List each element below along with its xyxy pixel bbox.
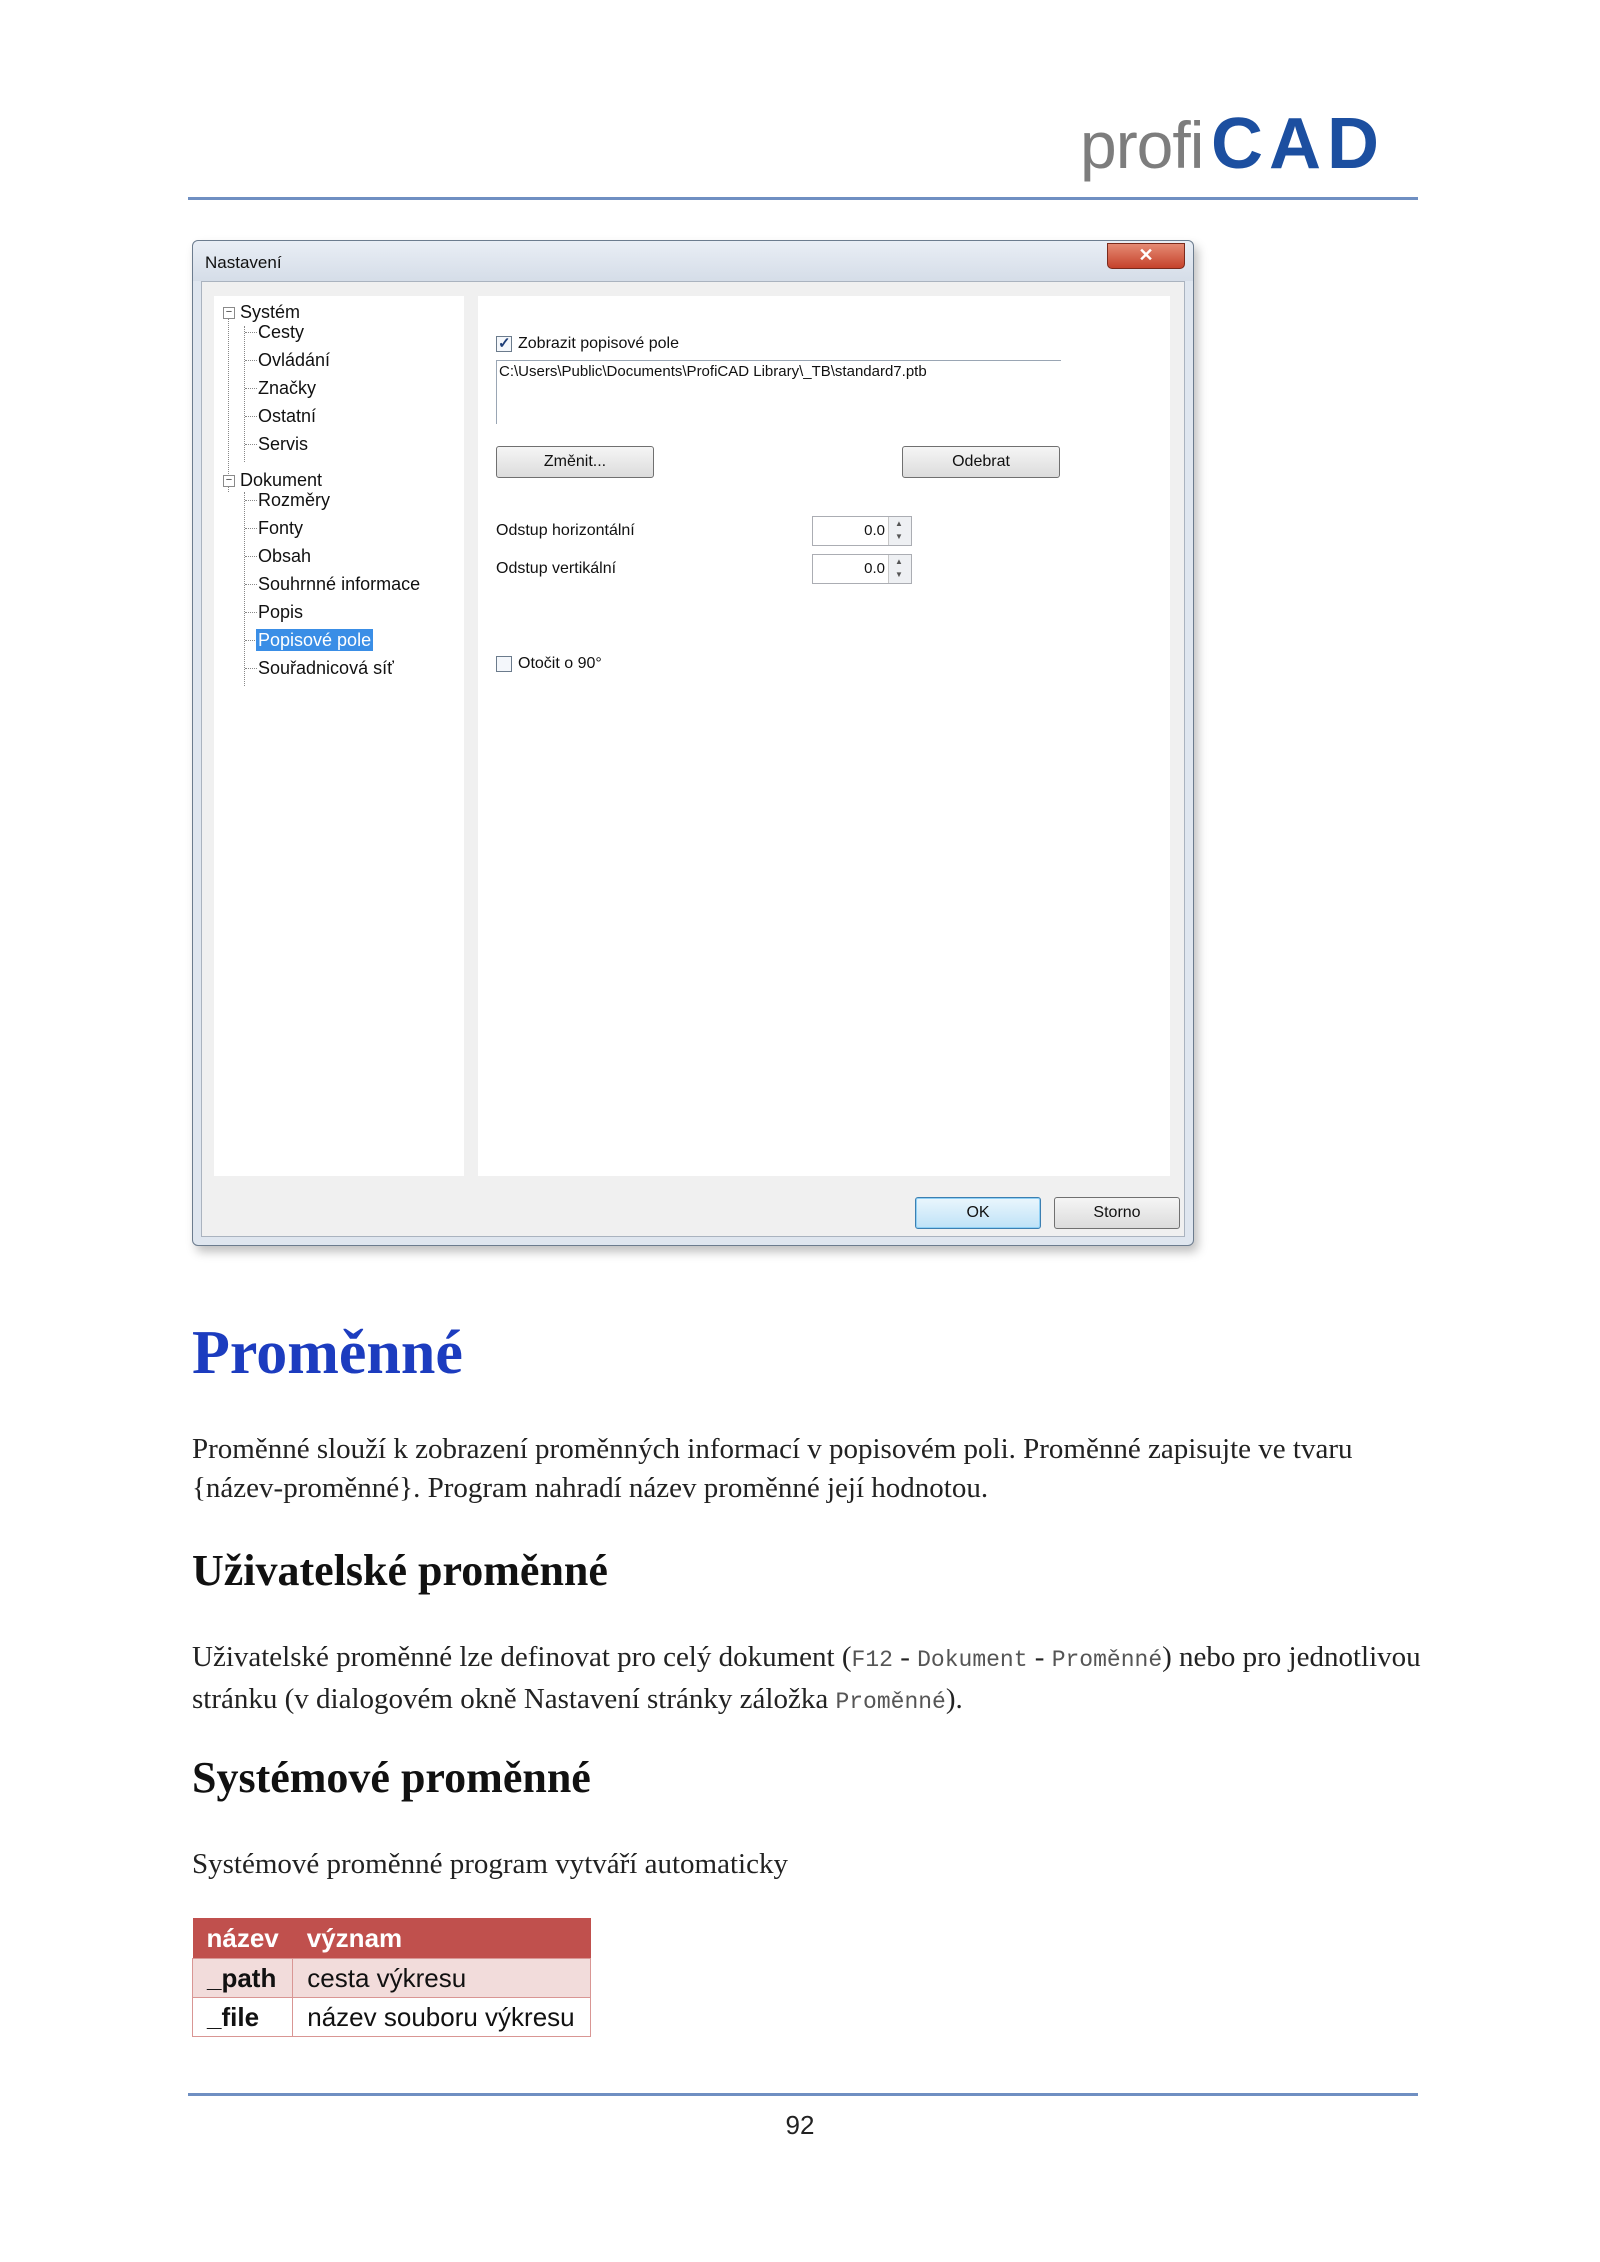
tree-connector [245,388,257,389]
tree-connector [245,584,257,585]
tree-item-cesty[interactable]: Cesty [258,322,305,342]
header-rule [188,197,1418,200]
tree-item-ovladani[interactable]: Ovládání [258,350,331,370]
show-title-block-checkbox[interactable] [496,336,512,352]
tree-item-servis[interactable]: Servis [258,434,309,454]
heading-user-variables: Uživatelské proměnné [192,1546,608,1595]
intro-paragraph: Proměnné slouží k zobrazení proměnných informací v popisovém poli. Proměnné zapisujte ve tvaru {název-proměnné}. Program nahradí název proměnné její hodnotou. [192,1433,1353,1504]
offset-horizontal-spinner[interactable] [812,516,912,546]
tree-connector [245,332,257,333]
spin-arrows-icon[interactable]: ▲ ▼ [888,517,911,545]
page-number: 92 [785,2110,815,2140]
settings-panel [478,296,1170,1176]
tree-line [244,326,245,462]
variable-name-cell: _file [193,1998,293,2037]
tree-connector [245,668,257,669]
show-title-block-label: Zobrazit popisové pole [518,335,679,352]
system-variables-table [192,1918,591,2037]
tree-item-document[interactable]: Dokument [240,470,323,490]
text-run: - [1027,1641,1052,1673]
tree-connector [245,360,257,361]
section-heading-variables: Proměnné [192,1319,463,1387]
logo-profi-text: profi [1080,108,1204,182]
ok-button[interactable]: OK [915,1197,1041,1229]
close-icon: ✕ [1138,245,1154,265]
title-block-path-value: C:\Users\Public\Documents\ProfiCAD Library\_TB\standard7.ptb [499,363,927,380]
offset-horizontal-label: Odstup horizontální [496,522,635,539]
remove-button[interactable]: Odebrat [902,446,1060,478]
column-header-name: název [193,1918,293,1959]
dialog-title: Nastavení [205,253,282,272]
text-run: ). [945,1683,963,1715]
tree-connector [245,528,257,529]
table-header-row [193,1918,591,1959]
variable-meaning-cell: cesta výkresu [293,1959,591,1998]
user-variables-paragraph [192,1638,1432,1722]
variable-name-cell: _path [193,1959,293,1998]
tree-item-system[interactable]: Systém [240,302,301,322]
code-promenne: Proměnné [1051,1647,1163,1673]
collapse-document-icon[interactable]: − [223,475,235,487]
tree-item-znacky[interactable]: Značky [258,378,317,398]
column-header-meaning: význam [293,1918,591,1959]
tree-connector [245,612,257,613]
tree-connector [245,444,257,445]
footer-rule [188,2093,1418,2096]
tree-item-rozmery[interactable]: Rozměry [258,490,331,510]
text-run: - [892,1641,918,1673]
tree-line [244,492,245,686]
tree-item-souhrnne-informace[interactable]: Souhrnné informace [258,574,421,594]
variable-meaning-cell: název souboru výkresu [293,1998,591,2037]
close-button[interactable] [1107,243,1185,269]
code-promenne-tab: Proměnné [835,1689,946,1715]
settings-dialog [192,240,1194,1246]
tree-item-ostatni[interactable]: Ostatní [258,406,317,426]
text-run: ) nebo pro jednotlivou stránku (v dialogovém okně Nastavení stránky záložka [192,1641,1421,1715]
logo-cad-text: CAD [1211,104,1385,184]
tree-connector [245,416,257,417]
collapse-system-icon[interactable]: − [223,307,235,319]
tree-line [228,314,229,492]
offset-vertical-label: Odstup vertikální [496,560,617,577]
tree-item-popis[interactable]: Popis [258,602,304,622]
tree-item-popisove-pole[interactable]: Popisové pole [258,630,372,650]
table-row [193,1959,591,1998]
spin-arrows-icon[interactable]: ▲ ▼ [888,555,911,583]
tree-item-obsah[interactable]: Obsah [258,546,312,566]
dialog-body [201,281,1185,1237]
tree-connector [245,500,257,501]
tree-item-fonty[interactable]: Fonty [258,518,304,538]
offset-vertical-value: 0.0 [864,560,885,577]
system-variables-paragraph: Systémové proměnné program vytváří automaticky [192,1848,788,1880]
table-row [193,1998,591,2037]
offset-horizontal-value: 0.0 [864,522,885,539]
tree-item-souradnicova-sit[interactable]: Souřadnicová síť [258,658,394,678]
heading-system-variables: Systémové proměnné [192,1753,591,1802]
rotate-checkbox[interactable] [496,656,512,672]
text-run: Uživatelské proměnné lze definovat pro celý dokument ( [192,1641,852,1673]
settings-tree [214,296,464,1176]
change-button[interactable]: Změnit... [496,446,654,478]
cancel-button[interactable]: Storno [1054,1197,1180,1229]
title-block-path-field[interactable] [496,360,1061,424]
rotate-label: Otočit o 90° [518,655,602,672]
dialog-titlebar[interactable] [193,241,1193,281]
code-f12: F12 [851,1647,893,1673]
tree-connector [245,556,257,557]
code-dokument: Dokument [917,1647,1028,1673]
offset-vertical-spinner[interactable] [812,554,912,584]
